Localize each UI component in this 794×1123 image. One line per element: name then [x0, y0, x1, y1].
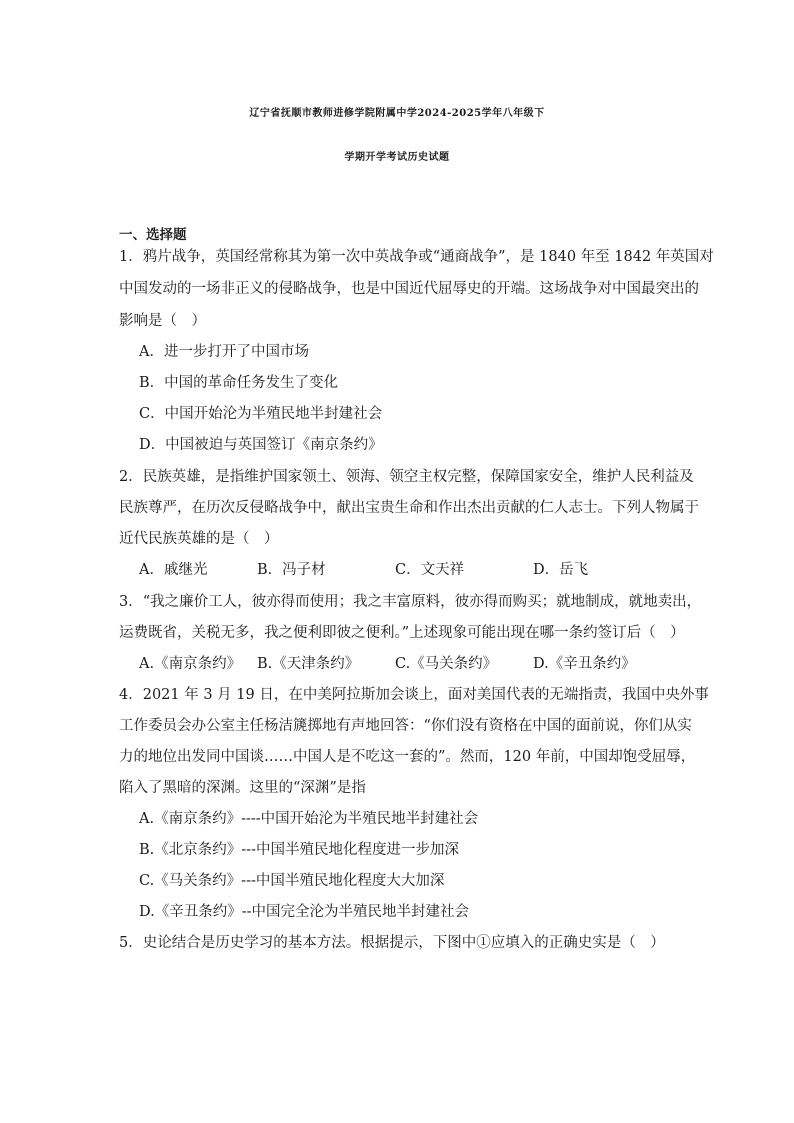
- question-3-option-d: D.《辛丑条约》: [533, 656, 636, 672]
- question-4-option-d: D.《辛丑条约》--中国完全沦为半殖民地半封建社会: [139, 904, 470, 920]
- question-2-option-a: A．戚继光: [139, 562, 208, 578]
- question-1-text: 影响是（ ）: [119, 313, 206, 329]
- question-4-text: 陷入了黑暗的深渊。这里的“深渊”是指: [119, 780, 366, 796]
- page-title: 辽宁省抚顺市教师进修学院附属中学2024-2025学年八年级下: [249, 108, 545, 119]
- question-1-text: 1．鸦片战争，英国经常称其为第一次中英战争或“通商战争”，是 1840 年至 1842 年英国对: [119, 249, 714, 265]
- question-2-text: 2．民族英雄，是指维护国家领土、领海、领空主权完整，保障国家安全，维护人民利益及: [119, 469, 694, 485]
- question-2-option-b: B．冯子材: [257, 562, 326, 578]
- question-3-option-a: A.《南京条约》: [139, 656, 242, 672]
- question-4-option-a: A.《南京条约》----中国开始沦为半殖民地半封建社会: [139, 811, 479, 827]
- question-1-option-b: B．中国的革命任务发生了变化: [139, 375, 339, 391]
- question-3-option-c: C.《马关条约》: [395, 656, 498, 672]
- question-4-text: 4．2021 年 3 月 19 日，在中美阿拉斯加会谈上，面对美国代表的无端指责，我国中央外事: [119, 687, 709, 703]
- section-heading: 一、选择题: [119, 227, 187, 243]
- question-2-option-c: C．文天祥: [395, 562, 465, 578]
- question-3-option-b: B.《天津条约》: [257, 656, 360, 672]
- question-1-option-a: A．进一步打开了中国市场: [139, 344, 309, 360]
- question-1-option-d: D．中国被迫与英国签订《南京条约》: [139, 437, 383, 453]
- question-2-text: 民族尊严，在历次反侵略战争中，献出宝贵生命和作出杰出贡献的仁人志士。下列人物属于: [119, 500, 699, 516]
- question-4-option-c: C.《马关条约》---中国半殖民地化程度大大加深: [139, 873, 445, 889]
- question-4-option-b: B.《北京条约》---中国半殖民地化程度进一步加深: [139, 842, 459, 858]
- question-5-text: 5．史论结合是历史学习的基本方法。根据提示，下图中①应填入的正确史实是（ ）: [119, 935, 665, 951]
- question-4-text: 力的地位出发同中国谈……中国人是不吃这一套的”。然而，120 年前，中国却饱受屈辱，: [119, 749, 696, 765]
- question-3-text: 3．“我之廉价工人，彼亦得而使用；我之丰富原料，彼亦得而购买；就地制成，就地卖出，: [119, 594, 702, 610]
- question-2-text: 近代民族英雄的是（ ）: [119, 531, 279, 547]
- question-2-option-d: D．岳飞: [533, 562, 589, 578]
- question-3-text: 运费既省，关税无多，我之便利即彼之便利。”上述现象可能出现在哪一条约签订后（ ）: [119, 625, 685, 641]
- question-1-option-c: C．中国开始沦为半殖民地半封建社会: [139, 406, 383, 422]
- question-4-text: 工作委员会办公室主任杨洁篪掷地有声地回答：“你们没有资格在中国的面前说，你们从实: [119, 718, 692, 734]
- page-title-line2: 学期开学考试历史试题: [344, 152, 450, 163]
- question-1-text: 中国发动的一场非正义的侵略战争，也是中国近代屈辱史的开端。这场战争对中国最突出的: [119, 281, 699, 297]
